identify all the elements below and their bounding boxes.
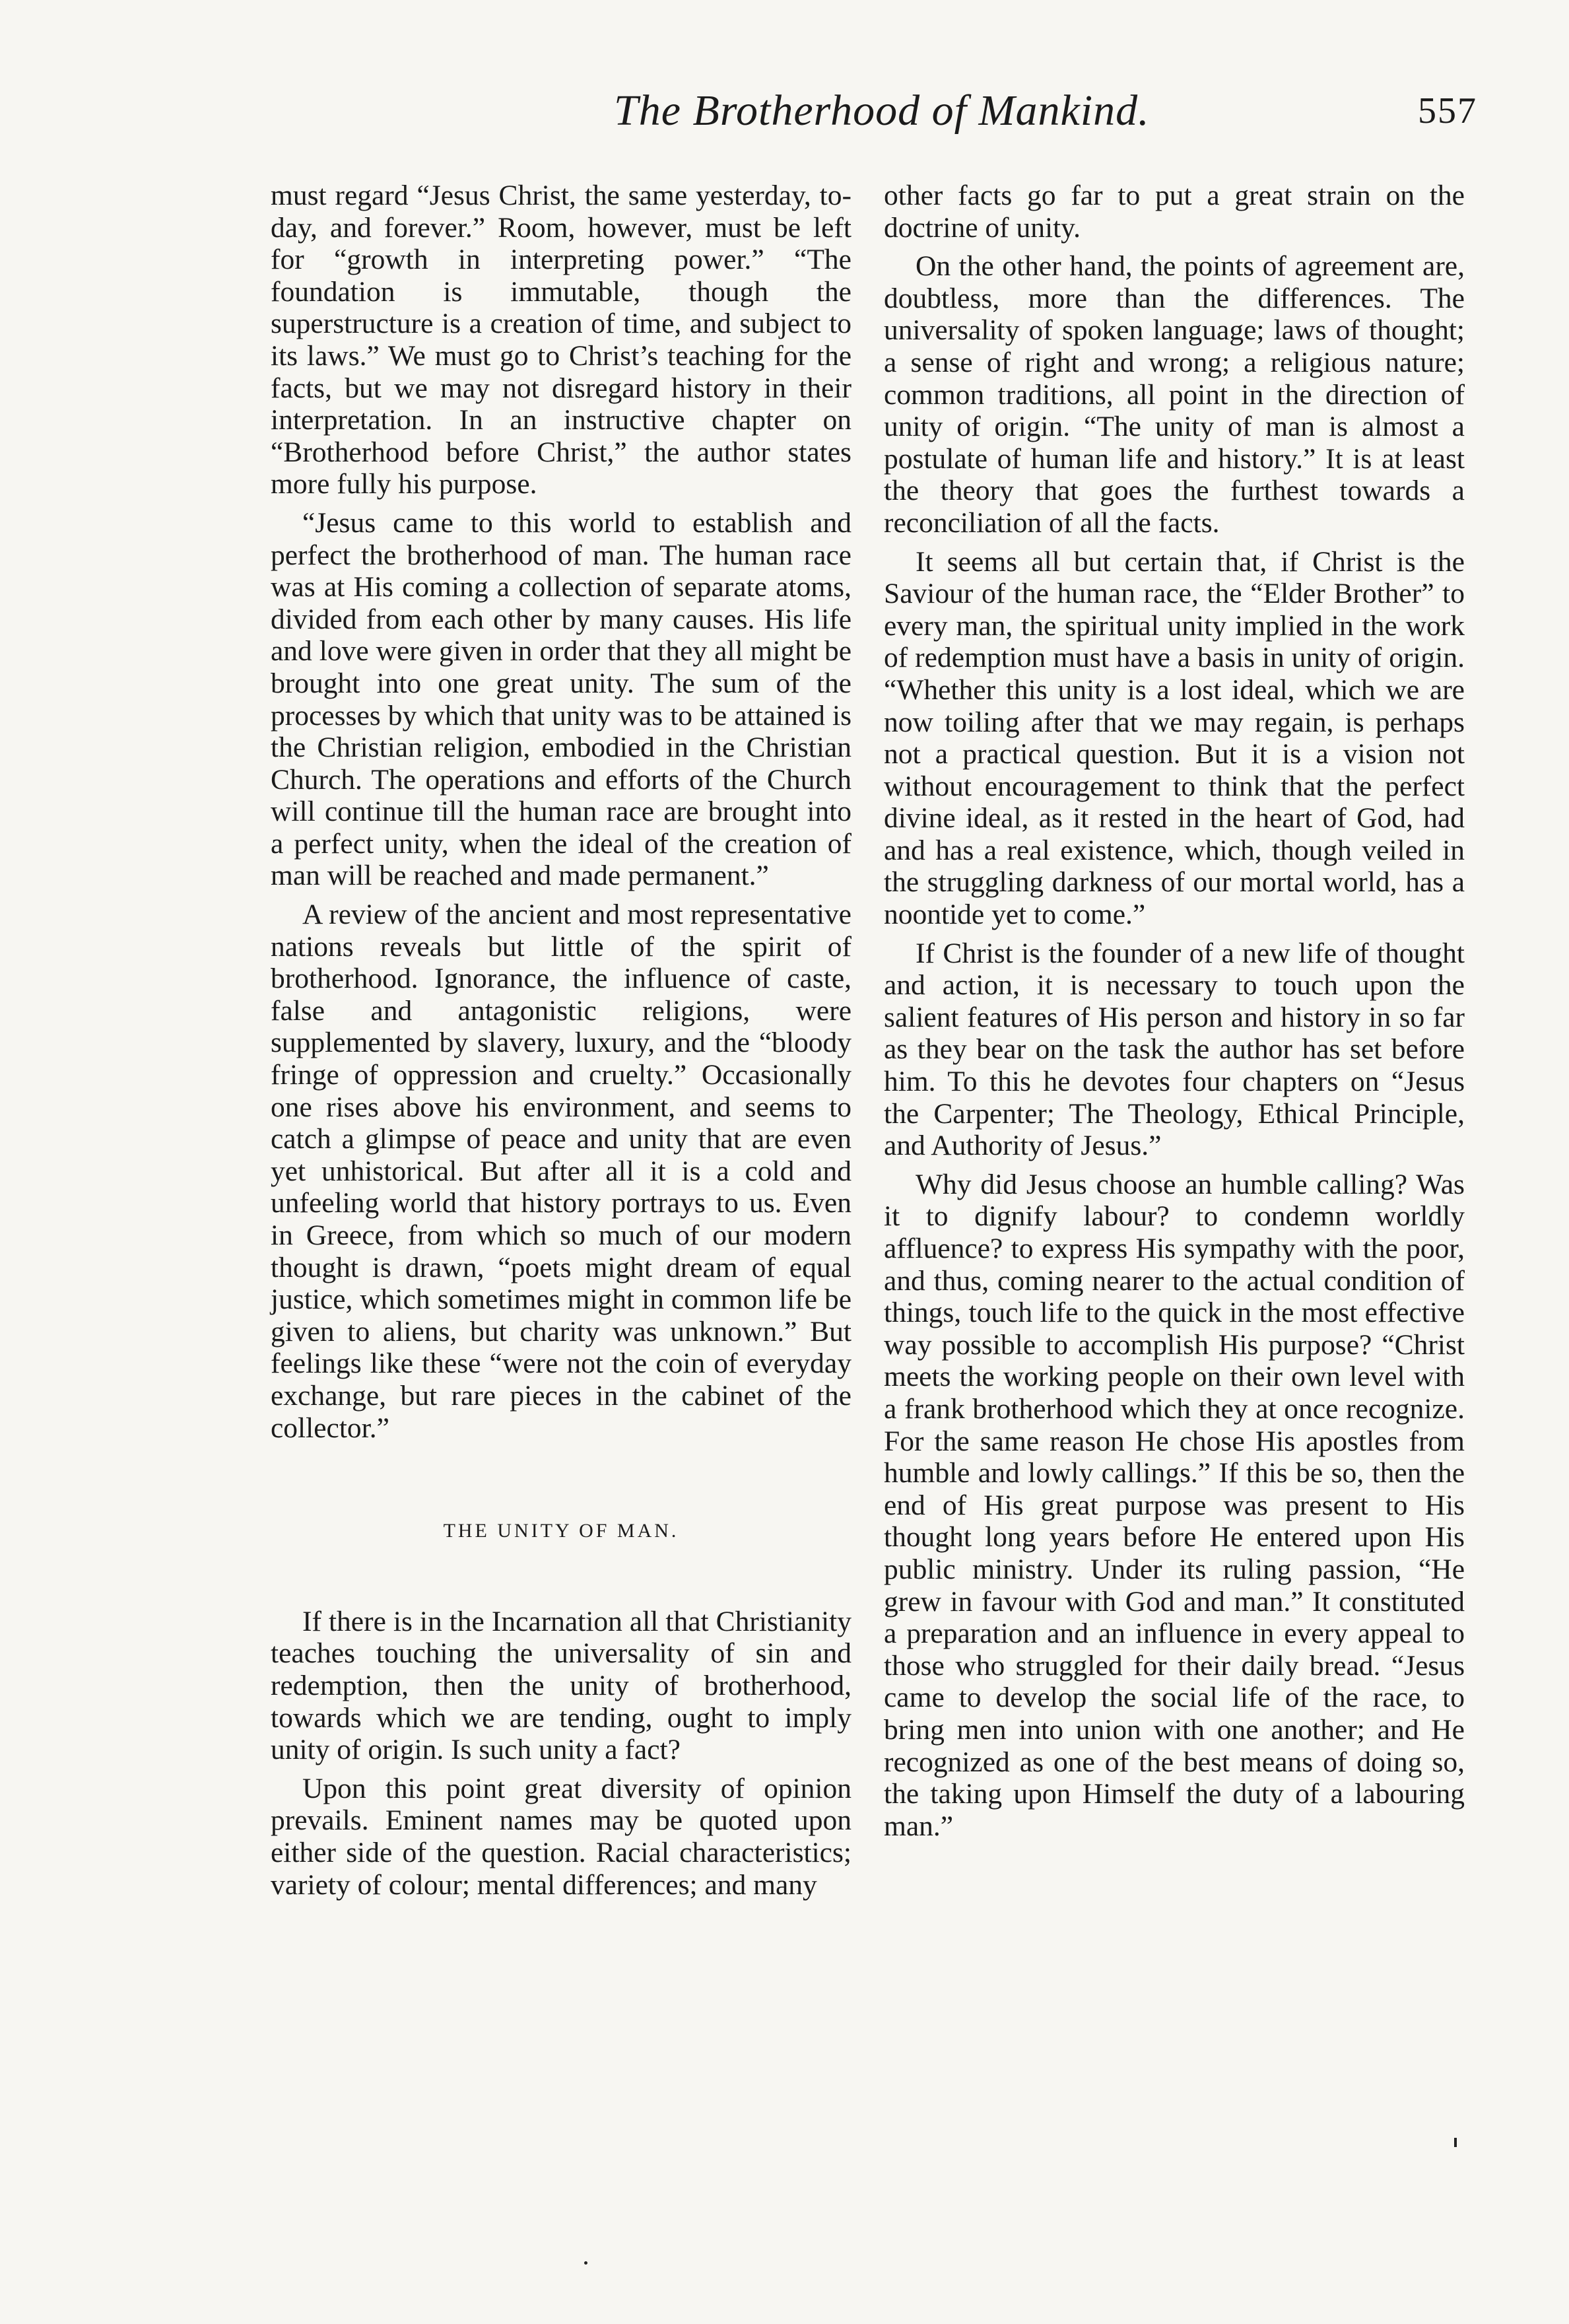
paragraph: other facts go far to put a great strain on the doctrine of unity.: [884, 180, 1465, 244]
paragraph: “Jesus came to this world to establish and perfect the brotherhood of man. The human race was at His coming a collection of separate atoms, divided from each other by many causes. His life and love were given in order that they all might be brought into one great unity. The sum of the processes by which that unity was to be attained is the Christian religion, embodied in the Christian Church. The operations and efforts of the Church will continue till the human race are brought into a perfect unity, when the ideal of the creation of man will be reached and made permanent.”: [271, 506, 851, 892]
left-column: [271, 180, 851, 1901]
print-mark: [1454, 2138, 1457, 2147]
paragraph: It seems all but certain that, if Christ is the Saviour of the human race, the “Elder Brother” to every man, the spiritual unity implied in the work of redemption must have a basis in unity of origin. “Whether this unity is a lost ideal, which we are now toiling after that we may regain, is perhaps not a practical question. But it is a vision not without encouragement to think that the perfect divine ideal, as it rested in the heart of God, had and has a real existence, which, though veiled in the struggling darkness of our mortal world, has a noontide yet to come.”: [884, 545, 1465, 931]
paragraph: On the other hand, the points of agreement are, doubtless, more than the differences. The universality of spoken language; laws of thought; a sense of right and wrong; a religious nature; common traditions, all point in the direction of unity of origin. “The unity of man is almost a postulate of human life and history.” It is at least the theory that goes the furthest towards a reconciliation of all the facts.: [884, 250, 1465, 539]
paragraph: A review of the ancient and most representative nations reveals but little of the spirit of brotherhood. Ignorance, the influence of caste, false and antagonistic religions, were supplemented by slavery, luxury, and the “bloody fringe of oppression and cruelty.” Occasionally one rises above his environment, and seems to catch a glimpse of peace and unity that are even yet unhistorical. But after all it is a cold and unfeeling world that history portrays to us. Even in Greece, from which so much of our modern thought is drawn, “poets might dream of equal justice, which sometimes might in common life be given to aliens, but charity was unknown.” But feelings like these “were not the coin of everyday exchange, but rare pieces in the cabinet of the collector.”: [271, 899, 851, 1444]
paragraph: must regard “Jesus Christ, the same yesterday, to-day, and forever.” Room, however, must be left for “growth in interpreting power.” “The foundation is immutable, though the superstructure is a creation of time, and subject to its laws.” We must go to Christ’s teaching for the facts, but we may not disregard history in their interpretation. In an instructive chapter on “Brotherhood before Christ,” the author states more fully his purpose.: [271, 180, 851, 500]
section-heading: THE UNITY OF MAN.: [443, 1520, 679, 1542]
print-mark: [584, 2261, 587, 2265]
paragraph: Why did Jesus choose an humble calling? Was it to dignify labour? to condemn worldly affluence? to express His sympathy with the poor, and thus, coming nearer to the actual condition of things, touch life to the quick in the most effective way possible to accomplish His purpose? “Christ meets the working people on their own level with a frank brotherhood which they at once recognize. For the same reason He chose His apostles from humble and lowly callings.” If this be so, then the end of His great purpose was present to His thought long years before He entered upon His public ministry. Under its ruling passion, “He grew in favour with God and man.” It constituted a preparation and an influence in every appeal to those who struggled for their daily bread. “Jesus came to develop the social life of the race, to bring men into union with one another; and He recognized as one of the best means of doing so, the taking upon Himself the duty of a labouring man.”: [884, 1168, 1465, 1842]
right-column: [884, 180, 1465, 1849]
paragraph: Upon this point great diversity of opinion prevails. Eminent names may be quoted upon either side of the question. Racial characteristics; variety of colour; mental differences; and many: [271, 1772, 851, 1901]
paragraph: If Christ is the founder of a new life of thought and action, it is necessary to touch upon the salient features of His person and history in so far as they bear on the task the author has set before him. To this he devotes four chapters on “Jesus the Carpenter; The Theology, Ethical Principle, and Authority of Jesus.”: [884, 937, 1465, 1162]
page-number: 557: [1418, 90, 1477, 131]
running-title: The Brotherhood of Mankind.: [614, 86, 1150, 135]
paragraph: If there is in the Incarnation all that Christianity teaches touching the universality of sin and redemption, then the unity of brotherhood, towards which we are tending, ought to imply unity of origin. Is such unity a fact?: [271, 1605, 851, 1766]
